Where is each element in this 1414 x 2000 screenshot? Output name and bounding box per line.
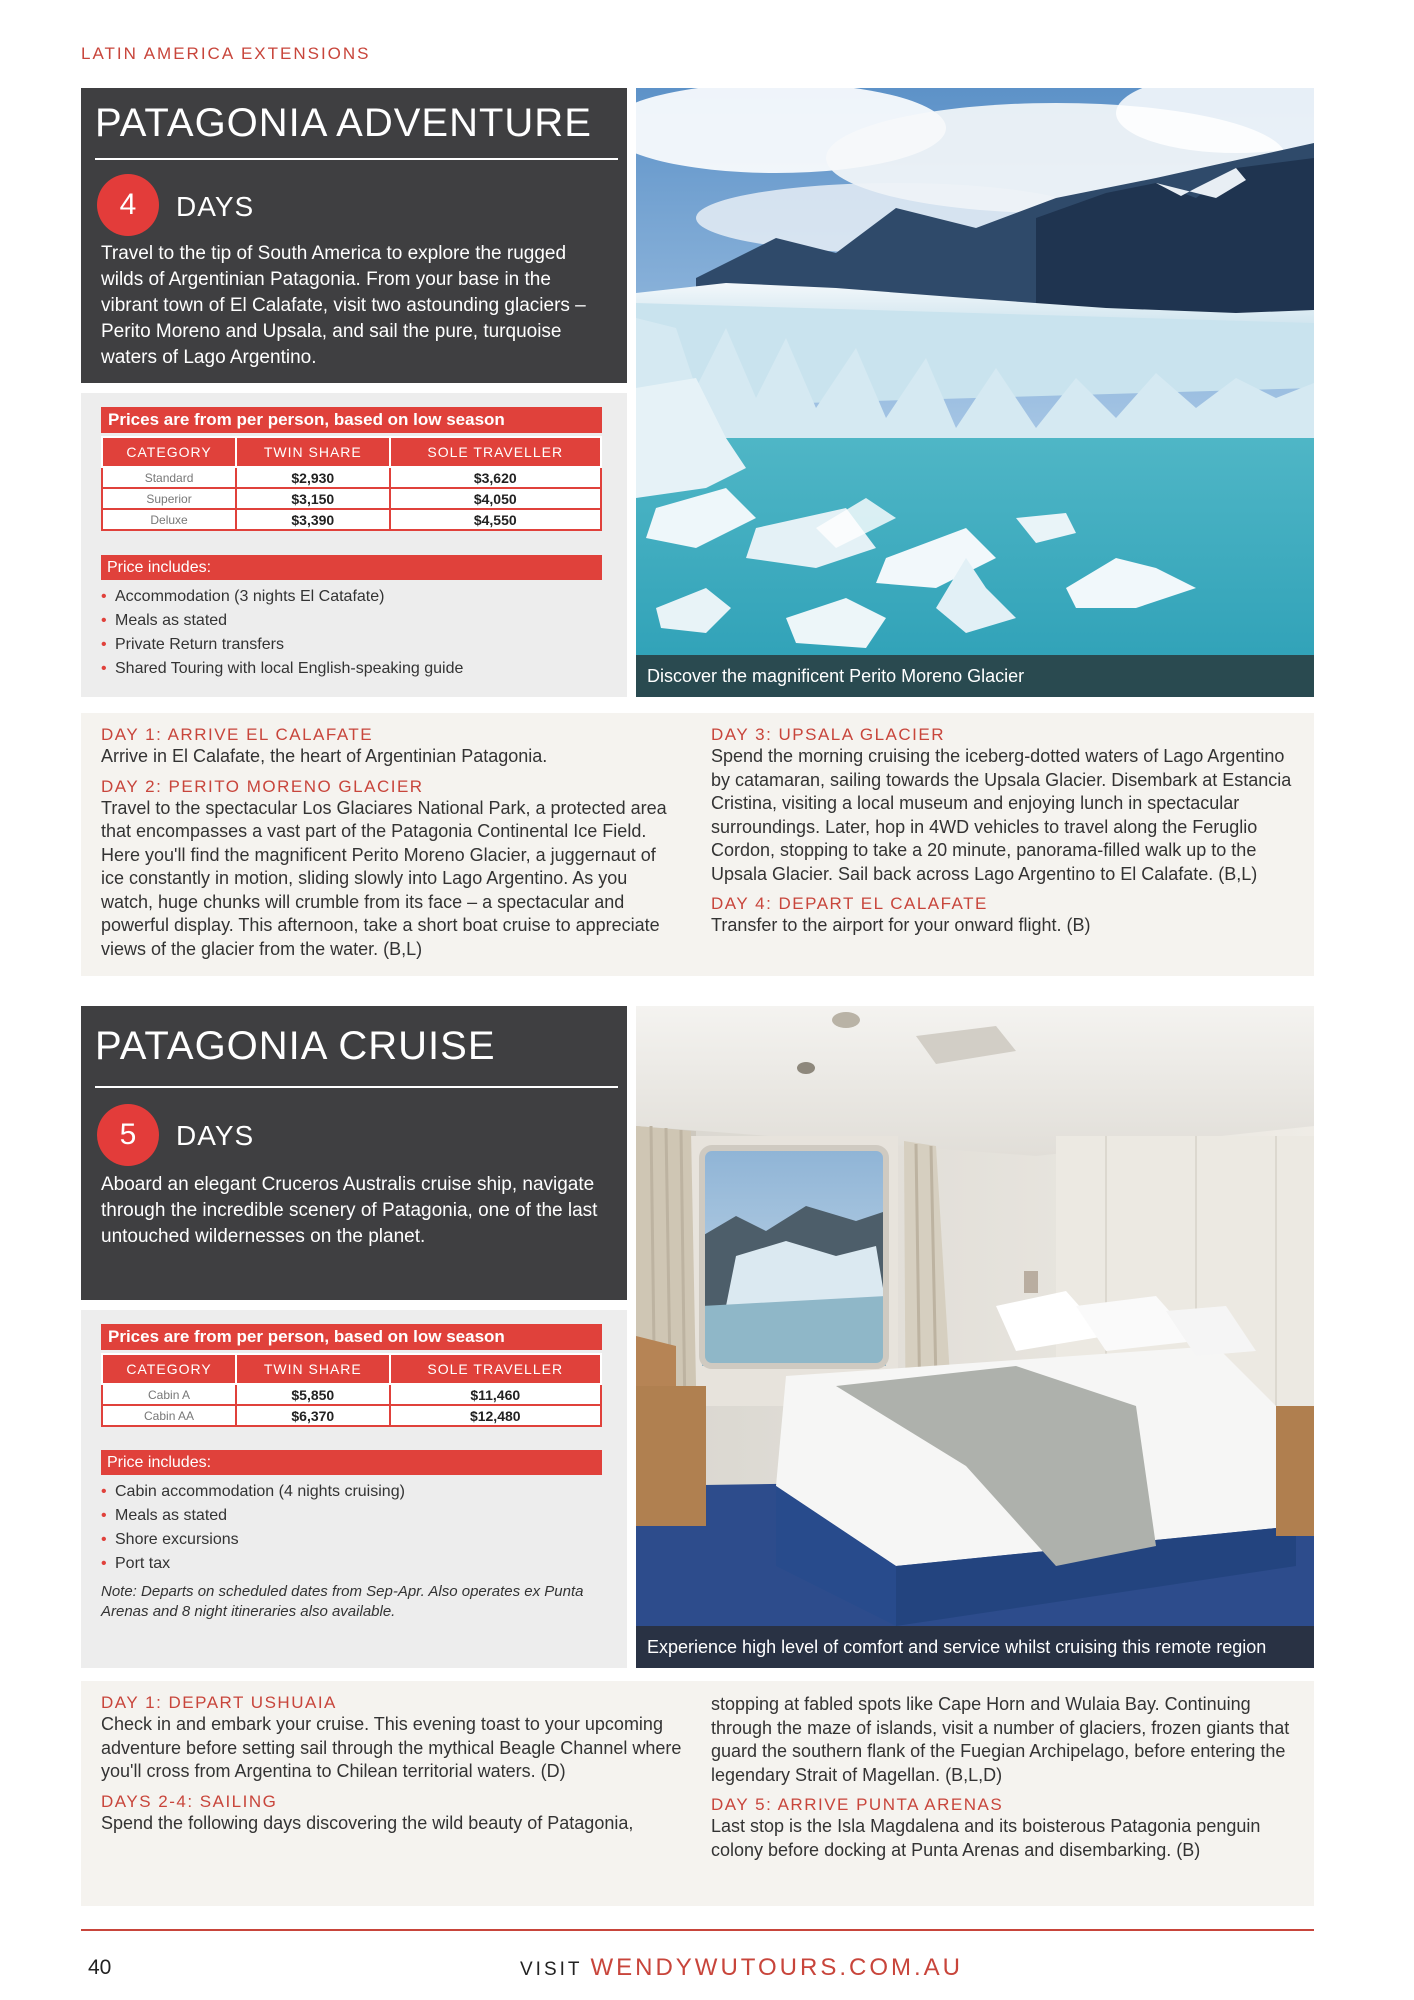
- footer-divider: [81, 1929, 1314, 1931]
- tour2-itinerary-left-column: [101, 1693, 691, 1835]
- day-heading: DAY 1: DEPART USHUAIA: [101, 1693, 337, 1712]
- day-text: Travel to the spectacular Los Glaciares National Park, a protected area that encompasses a vast part of the Patagonia Continental Ice Field. Here you'll find the magnificent Perito Moreno Glacier, a juggernaut of ice constantly in motion, sliding slowly into Lago Argentino. As you watch, huge chunks will crumble from its face – a spectacular and powerful display. This afternoon, take a short boat cruise to appreciate views of the glacier from the water. (B,L): [101, 797, 667, 959]
- tour1-itinerary-right-column: [711, 725, 1301, 938]
- glacier-photo-caption: Discover the magnificent Perito Moreno Glacier: [636, 655, 1314, 697]
- tour2-includes-heading: Price includes:: [101, 1450, 602, 1475]
- list-item: • Cabin accommodation (4 nights cruising): [101, 1480, 601, 1504]
- tour1-includes-heading: Price includes:: [101, 555, 602, 580]
- tour1-title: PATAGONIA ADVENTURE: [95, 101, 592, 145]
- twin-price-cell: $6,370: [236, 1405, 389, 1426]
- sole-price-cell: $4,550: [390, 509, 601, 530]
- tour1-intro: Travel to the tip of South America to explore the rugged wilds of Argentinian Patagonia. From your base in the vibrant town of El Calafate, visit two astounding glaciers – Perito Moreno and Upsala, and sail the pure, turquoise waters of Lago Argentino.: [101, 243, 586, 368]
- day-text-continued: stopping at fabled spots like Cape Horn and Wulaia Bay. Continuing through the maze of islands, visit a number of glaciers, frozen giants that guard the southern flank of the Fuegian Archipelago, before entering the legendary Strait of Magellan. (B,L,D): [711, 1694, 1290, 1785]
- tour2-price-heading: Prices are from per person, based on low season: [101, 1324, 602, 1350]
- tour2-header-panel: [81, 1006, 627, 1300]
- tour2-includes-list: [101, 1480, 601, 1576]
- tour2-title: PATAGONIA CRUISE: [95, 1024, 496, 1068]
- tour2-itinerary-panel: [81, 1681, 1314, 1906]
- category-cell: Cabin AA: [102, 1405, 236, 1426]
- tour2-price-table: [101, 1353, 602, 1427]
- table-header-row: [102, 437, 601, 467]
- sole-price-cell: $3,620: [390, 467, 601, 488]
- sole-price-cell: $4,050: [390, 488, 601, 509]
- website-link[interactable]: WENDYWUTOURS.COM.AU: [590, 1954, 964, 1981]
- tour1-price-heading: Prices are from per person, based on low season: [101, 407, 602, 433]
- page-number: 40: [88, 1956, 112, 1979]
- cabin-photo: [636, 1006, 1314, 1668]
- day-text: Last stop is the Isla Magdalena and its boisterous Patagonia penguin colony before docking at Punta Arenas and disembarking. (B): [711, 1816, 1261, 1860]
- tour1-itinerary-panel: [81, 713, 1314, 976]
- column-header-sole-traveller: SOLE TRAVELLER: [390, 1354, 601, 1384]
- glacier-photo: [636, 88, 1314, 697]
- twin-price-cell: $2,930: [236, 467, 389, 488]
- day-heading: DAYS 2-4: SAILING: [101, 1791, 278, 1811]
- sole-price-cell: $11,460: [390, 1384, 601, 1405]
- table-row: [102, 509, 601, 530]
- table-row: [102, 488, 601, 509]
- cabin-illustration: [636, 1006, 1314, 1668]
- section-tag: LATIN AMERICA EXTENSIONS: [81, 44, 371, 63]
- twin-price-cell: $5,850: [236, 1384, 389, 1405]
- category-cell: Deluxe: [102, 509, 236, 530]
- column-header-twin-share: TWIN SHARE: [236, 1354, 389, 1384]
- day-text: Spend the following days discovering the wild beauty of Patagonia,: [101, 1812, 634, 1833]
- day-heading: DAY 5: ARRIVE PUNTA ARENAS: [711, 1795, 1004, 1814]
- tour2-itinerary-right-column: [711, 1693, 1301, 1862]
- visit-label: VISIT: [520, 1959, 583, 1980]
- list-item: • Meals as stated: [101, 609, 601, 633]
- table-row: [102, 1405, 601, 1426]
- column-header-category: CATEGORY: [102, 437, 236, 467]
- tour1-itinerary-left-column: [101, 725, 691, 961]
- column-header-category: CATEGORY: [102, 1354, 236, 1384]
- list-item: • Meals as stated: [101, 1504, 601, 1528]
- day-text: Transfer to the airport for your onward flight. (B): [711, 915, 1091, 935]
- tour1-includes-list: [101, 585, 601, 681]
- tour2-days-badge: 5: [97, 1104, 159, 1166]
- tour1-header-panel: [81, 88, 627, 383]
- day-heading: DAY 4: DEPART EL CALAFATE: [711, 894, 988, 913]
- tour2-days-label: DAYS: [176, 1120, 255, 1151]
- glacier-illustration: [636, 88, 1314, 697]
- column-header-twin-share: TWIN SHARE: [236, 437, 389, 467]
- list-item: • Accommodation (3 nights El Catafate): [101, 585, 601, 609]
- tour1-price-panel: [81, 393, 627, 697]
- day-text: Arrive in El Calafate, the heart of Argentinian Patagonia.: [101, 746, 548, 766]
- footer-visit: [520, 1954, 963, 1982]
- cabin-photo-caption: Experience high level of comfort and service whilst cruising this remote region: [636, 1626, 1314, 1668]
- tour2-price-panel: [81, 1310, 627, 1668]
- tour1-days-badge: 4: [97, 174, 159, 236]
- category-cell: Standard: [102, 467, 236, 488]
- table-row: [102, 467, 601, 488]
- tour2-note: Note: Departs on scheduled dates from Sep-Apr. Also operates ex Punta Arenas and 8 night itineraries also available.: [101, 1583, 584, 1620]
- day-heading: DAY 3: UPSALA GLACIER: [711, 725, 946, 744]
- twin-price-cell: $3,150: [236, 488, 389, 509]
- sole-price-cell: $12,480: [390, 1405, 601, 1426]
- day-heading: DAY 1: ARRIVE EL CALAFATE: [101, 725, 374, 744]
- twin-price-cell: $3,390: [236, 509, 389, 530]
- category-cell: Superior: [102, 488, 236, 509]
- list-item: • Shared Touring with local English-speaking guide: [101, 657, 601, 681]
- table-row: [102, 1384, 601, 1405]
- day-text: Check in and embark your cruise. This evening toast to your upcoming adventure before setting sail through the mythical Beagle Channel where you'll cross from Argentina to Chilean territorial waters. (D): [101, 1714, 682, 1781]
- column-header-sole-traveller: SOLE TRAVELLER: [390, 437, 601, 467]
- tour1-days-label: DAYS: [176, 191, 255, 222]
- tour2-intro: Aboard an elegant Cruceros Australis cruise ship, navigate through the incredible scenery of Patagonia, one of the last untouched wildernesses on the planet.: [101, 1174, 598, 1247]
- category-cell: Cabin A: [102, 1384, 236, 1405]
- tour1-price-table: [101, 436, 602, 531]
- list-item: • Port tax: [101, 1552, 601, 1576]
- list-item: • Private Return transfers: [101, 633, 601, 657]
- table-header-row: [102, 1354, 601, 1384]
- tour1-title-rule: [95, 158, 618, 160]
- day-heading: DAY 2: PERITO MORENO GLACIER: [101, 776, 424, 796]
- list-item: • Shore excursions: [101, 1528, 601, 1552]
- day-text: Spend the morning cruising the iceberg-dotted waters of Lago Argentino by catamaran, sailing towards the Upsala Glacier. Disembark at Estancia Cristina, visiting a local museum and enjoying lunch in spectacular surroundings. Later, hop in 4WD vehicles to travel along the Feruglio Cordon, stopping to take a 20 minute, panorama-filled walk up to the Upsala Glacier. Sail back across Lago Argentino to El Calafate. (B,L): [711, 746, 1292, 884]
- tour2-title-rule: [95, 1086, 618, 1088]
